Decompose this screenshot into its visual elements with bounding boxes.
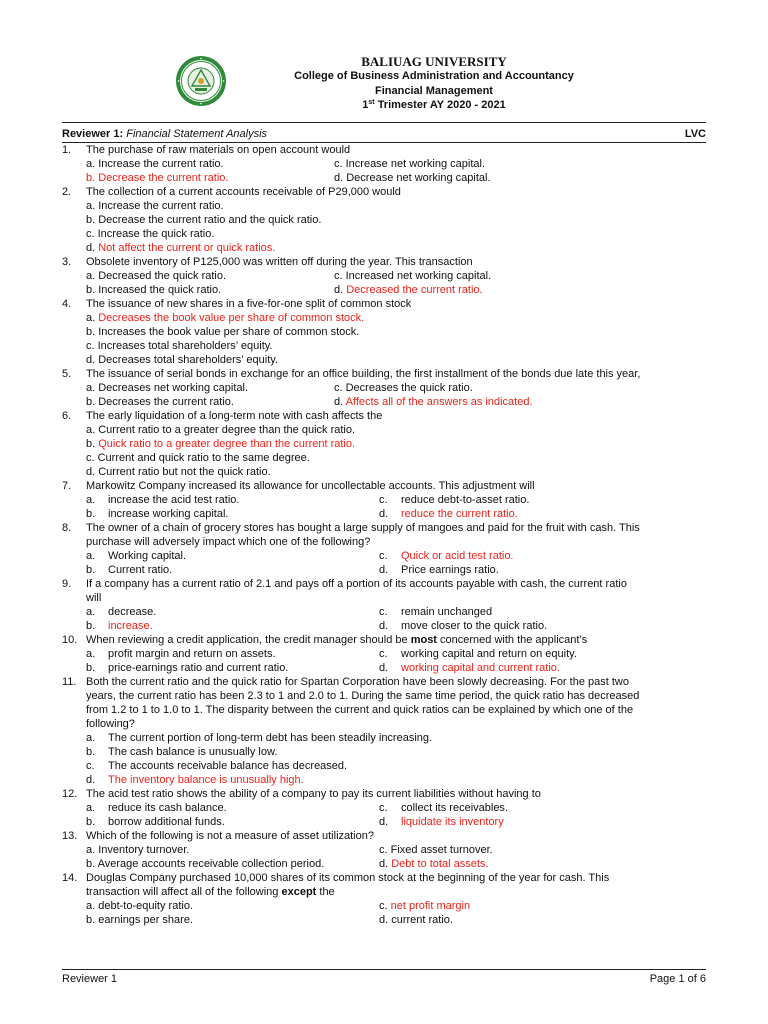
university-name: BALIUAG UNIVERSITY (361, 54, 507, 69)
option-letter: b. (86, 620, 96, 632)
stem-emphasis: most (410, 634, 437, 646)
question-stem: Obsolete inventory of P125,000 was written off during the year. This transaction (86, 256, 473, 268)
option-text: c. Increased net working capital. (334, 270, 492, 282)
question-stem: The issuance of new shares in a five-for-one split of common stock (86, 298, 412, 310)
answer-option (86, 507, 379, 521)
question-number: 12. (62, 788, 78, 800)
question-stem: from 1.2 to 1 to 1.0 to 1. The disparity between the current and quick ratios can be explained by which one of the (86, 704, 634, 716)
answer-option-row (86, 353, 706, 367)
option-text: b. earnings per share. (86, 914, 194, 926)
option-text: Price earnings ratio. (401, 564, 499, 576)
question-stem (86, 885, 706, 899)
option-text: The accounts receivable balance has decreased. (108, 760, 348, 772)
option-text: b. Decrease the current ratio and the quick ratio. (86, 214, 322, 226)
answer-option-row (86, 171, 706, 185)
answer-option-row (86, 227, 706, 241)
question-stem: Both the current ratio and the quick ratio for Spartan Corporation have been slowly decreasing. For the past two (86, 676, 629, 688)
option-letter: d. (379, 816, 389, 828)
stem-text: When reviewing a credit application, the credit manager should be (86, 634, 411, 646)
question-item (62, 185, 706, 255)
answer-option (86, 760, 347, 772)
option-letter: d. (334, 396, 346, 408)
answer-option (86, 242, 275, 254)
option-text: decrease. (108, 606, 157, 618)
answer-option-row (86, 465, 706, 479)
option-letter: a. (86, 802, 96, 814)
question-item (62, 409, 706, 479)
answer-option (86, 899, 379, 913)
question-stem: If a company has a current ratio of 2.1 and pays off a portion of its accounts payable with cash, the current ratio (86, 578, 627, 590)
answer-option (379, 647, 577, 661)
correct-answer-text: Debt to total assets. (391, 858, 489, 870)
answer-option-row (86, 857, 706, 871)
option-text: increase the acid test ratio. (108, 494, 240, 506)
option-text: c. Decreases the quick ratio. (334, 382, 473, 394)
question-stem: The purchase of raw materials on open account would (86, 144, 351, 156)
correct-answer-text: b. Decrease the current ratio. (86, 172, 229, 184)
option-text: remain unchanged (401, 606, 493, 618)
option-text: b. Average accounts receivable collection period. (86, 858, 325, 870)
option-text: increase working capital. (108, 508, 229, 520)
answer-option-row (86, 605, 706, 619)
option-text: b. Decreases the current ratio. (86, 396, 234, 408)
answer-option-row (86, 395, 706, 409)
correct-answer-text: reduce the current ratio. (401, 508, 518, 520)
answer-option (86, 466, 271, 478)
answer-option (379, 563, 499, 577)
question-item (62, 297, 706, 367)
answer-option (86, 815, 379, 829)
question-number: 9. (62, 578, 72, 590)
page-number: Page 1 of 6 (649, 973, 706, 985)
option-text: d. current ratio. (379, 914, 453, 926)
question-item (62, 675, 706, 787)
option-text: reduce debt-to-asset ratio. (401, 494, 530, 506)
question-number: 3. (62, 256, 72, 268)
correct-answer-text: Affects all of the answers as indicated. (345, 396, 533, 408)
answer-option (379, 913, 453, 927)
answer-option (379, 857, 488, 871)
answer-option (86, 312, 364, 324)
answer-option-row (86, 283, 706, 297)
answer-option (86, 843, 379, 857)
header-rule (62, 122, 706, 123)
answer-option-row (86, 199, 706, 213)
course-name: Financial Management (375, 84, 493, 97)
question-number: 14. (62, 872, 78, 884)
option-letter: c. (379, 494, 388, 506)
answer-option (86, 200, 224, 212)
question-stem: The issuance of serial bonds in exchange for an office building, the first installment of the bonds due late this year, (86, 368, 641, 380)
answer-option-row (86, 843, 706, 857)
option-letter: d. (86, 242, 99, 254)
question-stem: Douglas Company purchased 10,000 shares of its common stock at the beginning of the year for cash. This (86, 872, 610, 884)
correct-answer-text: Decreased the current ratio. (346, 284, 483, 296)
answer-option (86, 228, 214, 240)
answer-option-row (86, 311, 706, 325)
question-item (62, 479, 706, 521)
answer-option (86, 605, 379, 619)
answer-option-row (86, 269, 706, 283)
option-letter: c. (379, 606, 388, 618)
question-stem: The owner of a chain of grocery stores has bought a large supply of mangoes and paid for the fruit with cash. This (86, 522, 640, 534)
option-text: a. Decreased the quick ratio. (86, 270, 227, 282)
answer-option (379, 815, 504, 829)
option-letter: d. (379, 508, 389, 520)
page-footer (62, 973, 706, 986)
document-header (200, 54, 668, 113)
option-letter: b. (86, 662, 96, 674)
answer-option-row (86, 241, 706, 255)
question-number: 5. (62, 368, 72, 380)
term-number: 1 (362, 99, 369, 111)
option-letter: a. (86, 494, 96, 506)
correct-answer-text: working capital and current ratio. (401, 662, 560, 674)
option-text: d. Decrease net working capital. (334, 172, 491, 184)
option-letter: c. (379, 648, 388, 660)
reviewer-title: Financial Statement Analysis (126, 128, 268, 140)
answer-option (86, 171, 334, 185)
option-letter: d. (379, 564, 389, 576)
option-text: move closer to the quick ratio. (401, 620, 548, 632)
option-text: b. Increases the book value per share of common stock. (86, 326, 360, 338)
question-item (62, 787, 706, 829)
question-stem: Markowitz Company increased its allowance for uncollectable accounts. This adjustment will (86, 480, 535, 492)
option-text: c. Increases total shareholders’ equity. (86, 340, 273, 352)
option-letter: b. (86, 508, 96, 520)
option-text: a. Increase the current ratio. (86, 158, 224, 170)
option-text: working capital and return on equity. (401, 648, 577, 660)
stem-text: concerned with the applicant’s (436, 634, 588, 646)
answer-option (86, 424, 355, 436)
answer-option (334, 171, 491, 185)
answer-option-row (86, 549, 706, 563)
option-letter: a. (86, 312, 99, 324)
question-number: 2. (62, 186, 72, 198)
answer-option-row (86, 493, 706, 507)
answer-option (86, 732, 432, 744)
correct-answer-text: net profit margin (390, 900, 471, 912)
option-text: d. Decreases total shareholders’ equity. (86, 354, 278, 366)
answer-option (379, 507, 518, 521)
correct-answer-text: Decreases the book value per share of common stock. (98, 312, 365, 324)
answer-option (334, 395, 533, 409)
answer-option-row (86, 773, 706, 787)
college-name: College of Business Administration and Accountancy (294, 70, 574, 82)
answer-option (86, 214, 321, 226)
question-number: 10. (62, 634, 78, 646)
answer-option (334, 283, 483, 297)
correct-answer-text: Quick or acid test ratio. (401, 550, 514, 562)
answer-option (379, 619, 547, 633)
footer-doc-name: Reviewer 1 (62, 973, 118, 985)
option-text: c. Current and quick ratio to the same degree. (86, 452, 310, 464)
option-letter: d. (379, 662, 389, 674)
question-number: 13. (62, 830, 78, 842)
option-text: c. Fixed asset turnover. (379, 844, 493, 856)
answer-option (379, 605, 492, 619)
term-rest: Trimester AY 2020 - 2021 (374, 99, 506, 111)
question-item (62, 255, 706, 297)
answer-option-row (86, 619, 706, 633)
option-letter: c. (379, 900, 391, 912)
term-superscript: st (368, 99, 375, 106)
answer-option-row (86, 213, 706, 227)
answer-option (379, 843, 493, 857)
question-stem (86, 633, 706, 647)
answer-option (379, 493, 529, 507)
answer-option (86, 326, 359, 338)
answer-option-row (86, 899, 706, 913)
answer-option (86, 913, 379, 927)
answer-option (86, 801, 379, 815)
question-list (62, 143, 706, 927)
answer-option (86, 395, 334, 409)
question-stem: Which of the following is not a measure of asset utilization? (86, 830, 374, 842)
reviewer-heading (62, 128, 706, 141)
answer-option (86, 647, 379, 661)
answer-option (86, 354, 278, 366)
question-stem: The early liquidation of a long-term note with cash affects the (86, 410, 383, 422)
answer-option-row (86, 563, 706, 577)
option-text: a. Current ratio to a greater degree than the quick ratio. (86, 424, 356, 436)
answer-option-row (86, 759, 706, 773)
answer-option-row (86, 325, 706, 339)
question-stem: The acid test ratio shows the ability of a company to pay its current liabilities without having to (86, 788, 541, 800)
question-item (62, 577, 706, 633)
correct-answer-text: increase. (108, 620, 153, 632)
option-letter: a. (86, 648, 96, 660)
stem-text: the (316, 886, 335, 898)
option-text: b. Increased the quick ratio. (86, 284, 222, 296)
question-number: 11. (62, 676, 77, 688)
answer-option (86, 283, 334, 297)
option-letter: d. (379, 620, 389, 632)
answer-option-row (86, 647, 706, 661)
stem-text: transaction will affect all of the following (86, 886, 282, 898)
answer-option-row (86, 731, 706, 745)
answer-option (86, 381, 334, 395)
question-item (62, 521, 706, 577)
answer-option (86, 340, 272, 352)
correct-answer-text: liquidate its inventory (401, 816, 504, 828)
answer-option (86, 452, 310, 464)
option-letter: a. (86, 732, 96, 744)
answer-option-row (86, 437, 706, 451)
question-number: 4. (62, 298, 72, 310)
question-item (62, 829, 706, 871)
question-stem: purchase will adversely impact which one of the following? (86, 536, 371, 548)
question-number: 8. (62, 522, 72, 534)
reviewer-label: Reviewer 1: (62, 128, 124, 140)
option-letter: c. (379, 802, 388, 814)
answer-option (86, 438, 355, 450)
question-number: 1. (62, 144, 72, 156)
option-letter: c. (86, 760, 95, 772)
answer-option-row (86, 815, 706, 829)
option-text: a. debt-to-equity ratio. (86, 900, 194, 912)
answer-option-row (86, 423, 706, 437)
question-item (62, 143, 706, 185)
answer-option (86, 746, 277, 758)
option-text: collect its receivables. (401, 802, 508, 814)
author-initials: LVC (684, 128, 706, 140)
option-letter: b. (86, 746, 96, 758)
answer-option (86, 493, 379, 507)
answer-option (86, 563, 379, 577)
option-text: a. Decreases net working capital. (86, 382, 249, 394)
answer-option (86, 661, 379, 675)
correct-answer-text: Quick ratio to a greater degree than the current ratio. (98, 438, 356, 450)
option-letter: d. (86, 774, 96, 786)
answer-option-row (86, 339, 706, 353)
option-text: Current ratio. (108, 564, 173, 576)
question-stem: The collection of a current accounts receivable of P29,000 would (86, 186, 401, 198)
correct-answer-text: Not affect the current or quick ratios. (98, 242, 276, 254)
option-text: reduce its cash balance. (108, 802, 227, 814)
option-text: a. Increase the current ratio. (86, 200, 224, 212)
answer-option-row (86, 507, 706, 521)
answer-option (379, 661, 560, 675)
option-letter: a. (86, 606, 96, 618)
answer-option-row (86, 801, 706, 815)
footer-rule (62, 969, 706, 970)
answer-option (334, 381, 473, 395)
option-text: c. Increase net working capital. (334, 158, 486, 170)
answer-option-row (86, 451, 706, 465)
question-item (62, 871, 706, 927)
question-number: 7. (62, 480, 72, 492)
answer-option (86, 774, 304, 786)
option-letter: c. (379, 550, 388, 562)
answer-option (334, 269, 491, 283)
correct-answer-text: The inventory balance is unusually high. (108, 774, 304, 786)
question-stem: following? (86, 718, 135, 730)
answer-option (86, 269, 334, 283)
option-letter: b. (86, 438, 99, 450)
option-letter: d. (379, 858, 392, 870)
answer-option-row (86, 661, 706, 675)
answer-option (379, 801, 508, 815)
option-letter: b. (86, 816, 96, 828)
question-number: 6. (62, 410, 72, 422)
answer-option (86, 857, 379, 871)
answer-option (86, 619, 379, 633)
question-item (62, 367, 706, 409)
option-text: d. Current ratio but not the quick ratio. (86, 466, 271, 478)
answer-option (86, 157, 334, 171)
question-item (62, 633, 706, 675)
option-letter: b. (86, 564, 96, 576)
answer-option (379, 899, 470, 913)
answer-option-row (86, 381, 706, 395)
option-text: a. Inventory turnover. (86, 844, 190, 856)
option-text: The cash balance is unusually low. (108, 746, 278, 758)
answer-option (86, 549, 379, 563)
option-letter: a. (86, 550, 96, 562)
answer-option-row (86, 913, 706, 927)
question-stem: will (86, 592, 102, 604)
option-text: c. Increase the quick ratio. (86, 228, 215, 240)
option-text: profit margin and return on assets. (108, 648, 276, 660)
option-letter: d. (334, 284, 347, 296)
question-stem: years, the current ratio has been 2.3 to 1 and 2.0 to 1. During the same time period, the quick ratio has decreased (86, 690, 640, 702)
option-text: Working capital. (108, 550, 187, 562)
answer-option (379, 549, 514, 563)
answer-option-row (86, 157, 706, 171)
option-text: borrow additional funds. (108, 816, 225, 828)
answer-option (334, 157, 485, 171)
option-text: The current portion of long-term debt has been steadily increasing. (108, 732, 433, 744)
term-line (200, 98, 668, 113)
answer-option-row (86, 745, 706, 759)
stem-emphasis: except (281, 886, 317, 898)
option-text: price-earnings ratio and current ratio. (108, 662, 289, 674)
